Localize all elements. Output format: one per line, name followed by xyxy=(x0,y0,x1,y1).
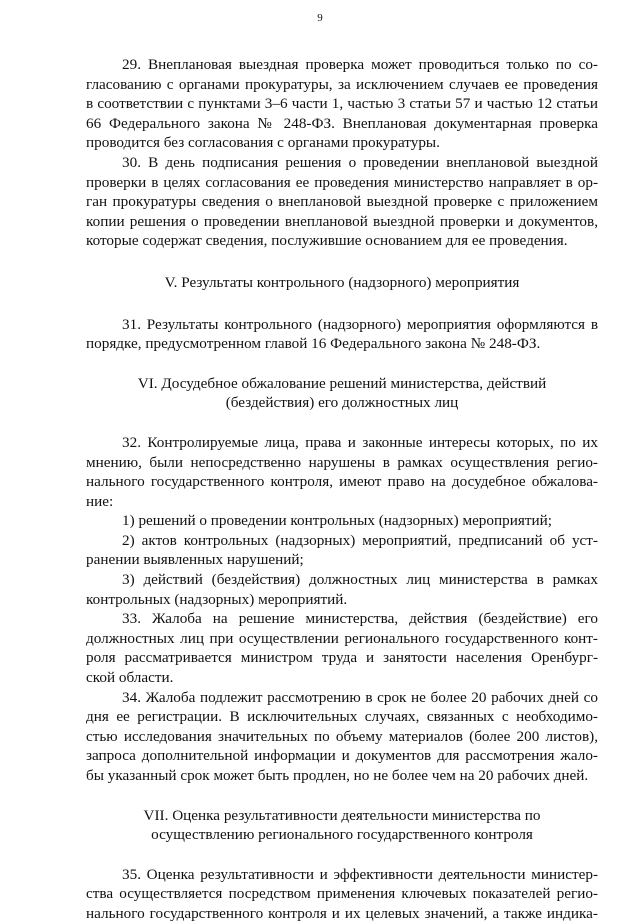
text-line: ние: xyxy=(86,492,114,510)
text-line: 33. Жалоба на решение министерства, действия (бездействие) его xyxy=(122,610,598,628)
text-line: стью исследования значительных по объему материалов (более 200 листов), xyxy=(86,727,598,745)
paragraph-32-item-2 xyxy=(86,531,598,570)
text-line: 31. Результаты контрольного (надзорного) мероприятия оформляются в xyxy=(122,315,598,333)
text-line: должностных лиц при осуществлении регионального государственного конт- xyxy=(86,629,598,647)
document-body xyxy=(86,55,598,924)
page-number: 9 xyxy=(317,12,323,24)
text-line: ранении выявленных нарушений; xyxy=(86,551,304,569)
text-line: проверки в целях согласования ее проведения министерство направляет в ор- xyxy=(86,173,598,191)
text-line: гласованию с органами прокуратуры, за исключением случаев ее проведения xyxy=(86,75,598,93)
text-line: запроса дополнительной информации и документов для рассмотрения жало- xyxy=(86,747,598,765)
paragraph-35 xyxy=(86,865,598,924)
paragraph-34 xyxy=(86,688,598,786)
text-line: проводится без согласования с органами прокуратуры. xyxy=(86,134,440,152)
text-line: 2) актов контрольных (надзорных) мероприятий, предписаний об уст- xyxy=(122,531,598,549)
text-line: 3) действий (бездействия) должностных лиц министерства в рамках xyxy=(122,571,598,589)
paragraph-31 xyxy=(86,315,598,354)
text-line: нального государственного контроля, имеют право на досудебное обжалова- xyxy=(86,473,598,491)
text-line: ской области. xyxy=(86,669,174,687)
heading-line: VI. Досудебное обжалование решений министерства, действий xyxy=(137,374,547,392)
text-line: 30. В день подписания решения о проведении внеплановой выездной xyxy=(122,153,598,171)
paragraph-33 xyxy=(86,609,598,687)
section-heading-vi xyxy=(86,374,598,413)
text-line: ства осуществляется посредством применения ключевых показателей регио- xyxy=(86,885,598,903)
text-line: нального государственного контроля и их целевых значений, а также индика- xyxy=(86,904,598,922)
text-line: мнению, были непосредственно нарушены в рамках осуществления регио- xyxy=(86,453,598,471)
text-line: которые содержат сведения, послужившие основанием для ее проведения. xyxy=(86,232,568,250)
paragraph-32 xyxy=(86,433,598,511)
section-heading-vii xyxy=(86,806,598,845)
text-line: 66 Федерального закона № 248-ФЗ. Внеплановая документарная проверка xyxy=(86,114,598,132)
heading-line: (бездействия) его должностных лиц xyxy=(225,394,459,412)
text-line: 1) решений о проведении контрольных (надзорных) мероприятий; xyxy=(122,512,552,530)
text-line: ган прокуратуры сведения о внеплановой выездной проверке с приложением xyxy=(86,193,598,211)
text-line: роля рассматривается министром труда и занятости населения Оренбург- xyxy=(86,649,598,667)
text-line: 34. Жалоба подлежит рассмотрению в срок не более 20 рабочих дней со xyxy=(122,688,598,706)
paragraph-29 xyxy=(86,55,598,153)
text-line: контрольных (надзорных) мероприятий. xyxy=(86,590,348,608)
text-line: 32. Контролируемые лица, права и законные интересы которых, по их xyxy=(122,433,598,451)
text-line: дня ее регистрации. В исключительных случаях, связанных с необходимо- xyxy=(86,708,598,726)
paragraph-32-item-1 xyxy=(86,511,598,531)
paragraph-30 xyxy=(86,153,598,251)
heading-line: V. Результаты контрольного (надзорного) мероприятия xyxy=(164,273,520,291)
section-heading-v xyxy=(86,273,598,293)
text-line: бы указанный срок может быть продлен, но не более чем на 20 рабочих дней. xyxy=(86,767,589,784)
text-line: в соответствии с пунктами 3–6 части 1, частью 3 статьи 57 и частью 12 статьи xyxy=(86,95,598,113)
paragraph-32-item-3 xyxy=(86,570,598,609)
text-line: 35. Оценка результативности и эффективности деятельности министер- xyxy=(122,865,598,883)
text-line: 29. Внеплановая выездная проверка может проводиться только по со- xyxy=(122,56,598,73)
heading-line: осуществлению регионального государственного контроля xyxy=(151,826,533,844)
text-line: порядке, предусмотренном главой 16 Федерального закона № 248-ФЗ. xyxy=(86,335,541,353)
text-line: копии решения о проведении внеплановой выездной проверки и документов, xyxy=(86,212,598,230)
heading-line: VII. Оценка результативности деятельности министерства по xyxy=(143,806,541,824)
